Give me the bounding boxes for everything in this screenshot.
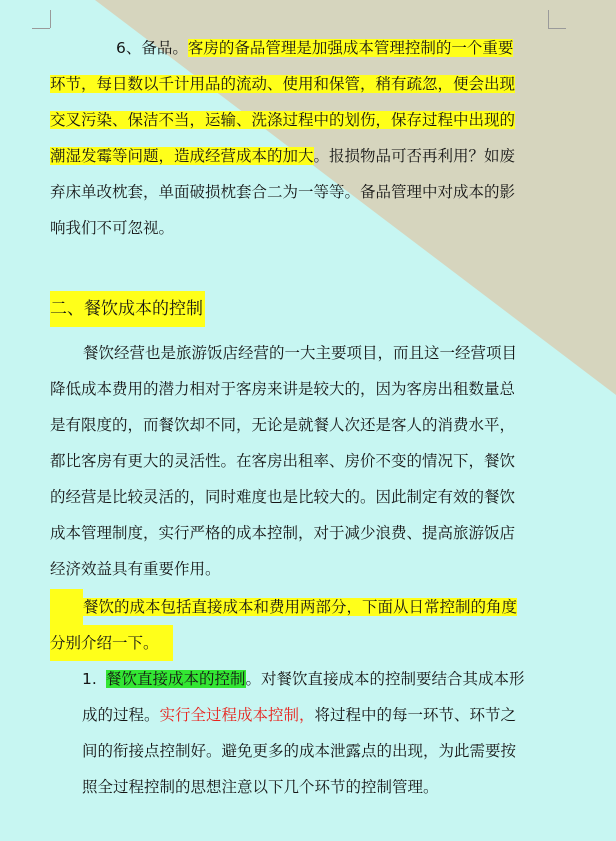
plain-text: 成的过程。 (82, 706, 160, 724)
highlighted-text: 交叉污染、保洁不当，运输、洗涤过程中的划伤，保存过程中出现的 (50, 111, 516, 129)
text-line: 间的衔接点控制好。避免更多的成本泄露点的出现，为此需要按 (82, 742, 517, 760)
text-line (50, 66, 550, 102)
paragraph-catering (50, 335, 550, 587)
item-label: 6、备品。 (116, 39, 188, 57)
text-line (50, 589, 550, 625)
text-line: 的经营是比较灵活的，同时难度也是比较大的。因此制定有效的餐饮 (50, 488, 516, 506)
item-number: 1. (82, 670, 97, 688)
text-line (50, 30, 550, 66)
text-line: 照全过程控制的思想注意以下几个环节的控制管理。 (82, 778, 439, 796)
text-line (82, 661, 582, 697)
section-heading (50, 291, 550, 327)
crop-mark-top-right-vertical (548, 10, 549, 28)
text-line (82, 697, 582, 733)
green-highlighted-label: 餐饮直接成本的控制 (106, 670, 246, 688)
text-line (50, 625, 550, 661)
paragraph-amenities (50, 30, 550, 246)
highlighted-text: 餐饮的成本包括直接成本和费用两部分，下面从日常控制的角度 (83, 598, 518, 616)
text-line: 是有限度的，而餐饮却不同，无论是就餐人次还是客人的消费水平， (50, 416, 516, 434)
plain-text: 。报损物品可否再利用？如废 (313, 147, 516, 165)
plain-text: 弃床单改枕套，单面破损枕套合二为一等等。备品管理中对成本的影 (50, 183, 516, 201)
red-text: 实行全过程成本控制， (159, 706, 315, 724)
crop-mark-top-left-vertical (50, 10, 51, 28)
text-line: 降低成本费用的潜力相对于客房来讲是较大的，因为客房出租数量总 (50, 380, 516, 398)
text-line (50, 210, 550, 246)
text-line: 成本管理制度，实行严格的成本控制，对于减少浪费、提高旅游饭店 (50, 524, 516, 542)
highlighted-text: 环节，每日数以千计用品的流动、使用和保管，稍有疏忽，便会出现 (50, 75, 516, 93)
highlighted-text: 客房的备品管理是加强成本管理控制的一个重要 (187, 39, 514, 57)
highlighted-text: 分别介绍一下。 (50, 625, 173, 661)
text-line: 餐饮经营也是旅游饭店经营的一大主要项目，而且这一经营项目 (83, 344, 518, 362)
text-line: 都比客房有更大的灵活性。在客房出租率、房价不变的情况下，餐饮 (50, 452, 516, 470)
text-line (50, 102, 550, 138)
plain-text: 响我们不可忽视。 (50, 219, 175, 237)
text-line (50, 138, 550, 174)
highlight-indent (50, 589, 83, 625)
paragraph-cost-composition (50, 589, 550, 661)
text-line (50, 174, 550, 210)
section-heading-text: 二、餐饮成本的控制 (50, 291, 205, 327)
highlighted-text: 潮湿发霉等问题，造成经营成本的加大 (50, 147, 314, 165)
paragraph-direct-cost (82, 661, 582, 805)
text-line: 经济效益具有重要作用。 (50, 560, 221, 578)
crop-mark-top-right-horizontal (548, 28, 566, 29)
plain-text: 。对餐饮直接成本的控制要结合其成本形 (245, 670, 525, 688)
crop-mark-top-left-horizontal (32, 28, 50, 29)
plain-text: 将过程中的每一环节、环节之 (314, 706, 517, 724)
